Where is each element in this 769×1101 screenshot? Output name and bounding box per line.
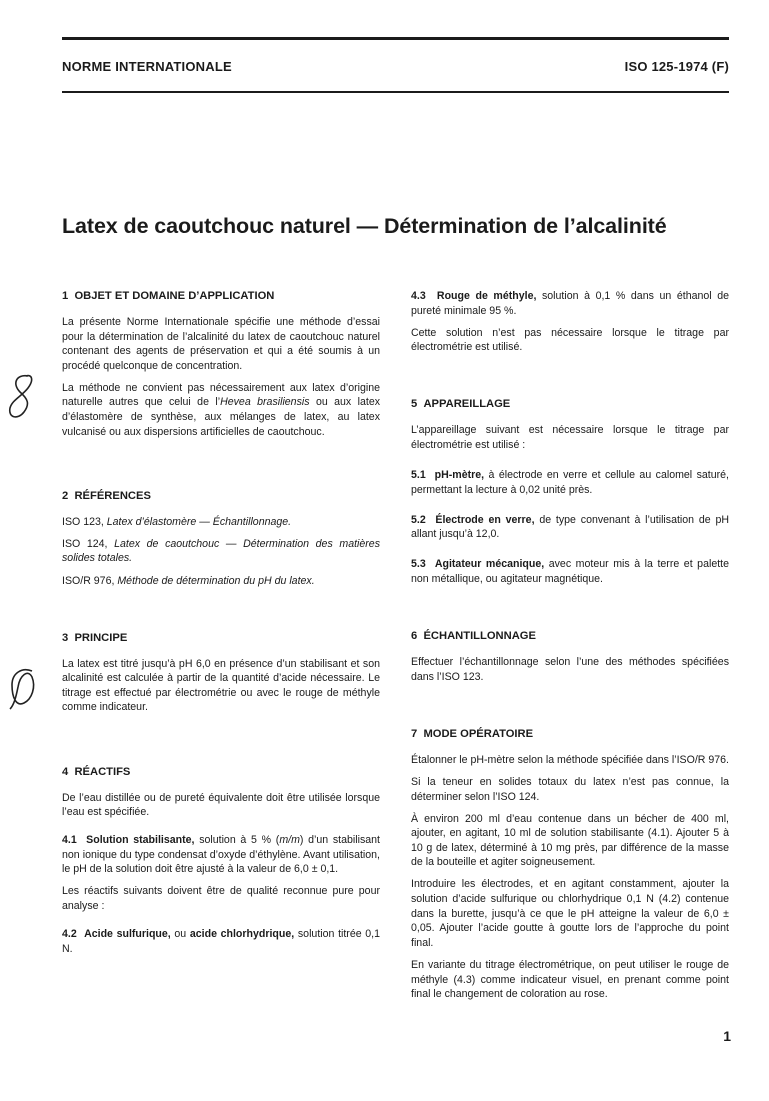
handwritten-mark-icon <box>6 372 40 424</box>
section-heading-2: 2 RÉFÉRENCES <box>62 489 151 502</box>
section-7-paragraph: Introduire les électrodes, et en agitant constamment, ajouter la solution d’acide sulfurique ou chlorhydrique 0,1 N (4.2) contenue dans la burette, jusqu’à ce que le pH atteigne la valeur de 6,0 ± 0,05. Ajouter l’acide goutte à goutte lors de l’approche du point final. <box>411 878 729 949</box>
section-5-paragraph: L’appareillage suivant est nécessaire lorsque le titrage par électrométrie est utilisé : <box>411 424 729 451</box>
subsection-4-3: 4.3 Rouge de méthyle, solution à 0,1 % dans un éthanol de pureté minimale 95 %. <box>411 290 729 317</box>
subsection-5-3: 5.3 Agitateur mécanique, avec moteur mis à la terre et palette non métallique, ou agitateur magnétique. <box>411 558 729 586</box>
header-standard-number: ISO 125-1974 (F) <box>624 59 729 74</box>
section-7-paragraph: À environ 200 ml d’eau contenue dans un bécher de 400 ml, ajouter, en agitant, 10 ml de solution stabilisante (4.1). Ajouter 5 à 10 g de latex, déterminé à 10 mg près, par différence de la masse de la bouteille et agiter soigneusement. <box>411 812 729 869</box>
section-heading-1: 1 OBJET ET DOMAINE D’APPLICATION <box>62 290 275 302</box>
section-heading-5: 5 APPAREILLAGE <box>411 398 511 411</box>
column-right <box>411 289 729 1009</box>
section-7-paragraph: Étalonner le pH-mètre selon la méthode spécifiée dans l’ISO/R 976. <box>411 753 729 766</box>
section-1-paragraph: La présente Norme Internationale spécifie une méthode d’essai pour la détermination de l’alcalinité du latex de caoutchouc naturel contenant des agents de préservation et qui a été soumis à un procédé quelconque de concentration. <box>62 316 380 372</box>
reference-item: ISO 124, Latex de caoutchouc — Détermination des matières solides totales. <box>62 537 380 565</box>
handwritten-mark-icon <box>6 665 40 711</box>
header-rule-top <box>62 37 729 40</box>
subsection-5-1: 5.1 pH-mètre, à électrode en verre et cellule au calomel saturé, permettant la lecture à 0,02 unité près. <box>411 469 729 496</box>
header-rule-bottom <box>62 91 729 93</box>
reference-item: ISO 123, Latex d’élastomère — Échantillonnage. <box>62 515 292 528</box>
section-7-paragraph: En variante du titrage électrométrique, on peut utiliser le rouge de méthyle (4.3) comme indicateur visuel, en prenant comme point final le changement de coloration au rose. <box>411 958 729 1001</box>
document-title: Latex de caoutchouc naturel — Détermination de l’alcalinité <box>62 214 667 238</box>
header-standard-type: NORME INTERNATIONALE <box>62 59 232 74</box>
section-3-paragraph: La latex est titré jusqu’à pH 6,0 en présence d’un stabilisant et son alcalinité est calculée à partir de la quantité d’acide nécessaire. Le titrage est effectué par électrométrie ou avec le rouge de méthyle comme indicateur. <box>62 657 380 714</box>
section-4-paragraph: De l’eau distillée ou de pureté équivalente doit être utilisée lorsque l’eau est spécifiée. <box>62 791 380 819</box>
section-1-paragraph: La méthode ne convient pas nécessairement aux latex d’origine naturelle autres que celui de l’Hevea brasiliensis ou aux latex d’élastomère de synthèse, aux mélanges de latex, au latex vulcanisé ou aux dispersions artificielles de caoutchouc. <box>62 381 381 438</box>
section-heading-3: 3 PRINCIPE <box>62 631 128 644</box>
page-number: 1 <box>723 1028 731 1044</box>
subsection-4-1: 4.1 Solution stabilisante, solution à 5 % (m/m) d’un stabilisant non ionique du type condensat d’oxyde d’éthylène. Avant utilisation, le pH de la solution doit être ajusté à la valeur de 6,0 ± 0,1. <box>62 834 380 876</box>
subsection-5-2: 5.2 Électrode en verre, de type convenant à l’utilisation de pH allant jusqu’à 12,0. <box>411 513 730 541</box>
section-4-paragraph: Les réactifs suivants doivent être de qualité reconnue pure pour analyse : <box>62 885 380 913</box>
section-7-paragraph: Si la teneur en solides totaux du latex n’est pas connue, la déterminer selon l’ISO 124. <box>411 775 729 803</box>
subsection-4-2: 4.2 Acide sulfurique, ou acide chlorhydrique, solution titrée 0,1 N. <box>62 928 381 955</box>
section-heading-4: 4 RÉACTIFS <box>62 765 131 778</box>
reference-item: ISO/R 976, Méthode de détermination du pH du latex. <box>62 574 315 587</box>
column-left <box>62 289 380 964</box>
section-heading-7: 7 MODE OPÉRATOIRE <box>411 727 534 740</box>
section-heading-6: 6 ÉCHANTILLONNAGE <box>411 630 536 643</box>
section-6-paragraph: Effectuer l’échantillonnage selon l’une des méthodes spécifiées dans l’ISO 123. <box>411 656 729 683</box>
section-4-note: Cette solution n’est pas nécessaire lorsque le titrage par électrométrie est utilisé. <box>411 326 729 354</box>
